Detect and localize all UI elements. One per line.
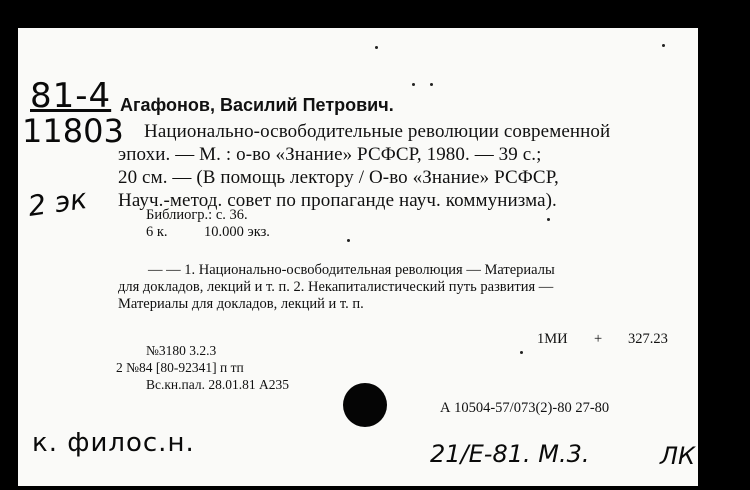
handwritten-call-number-top: 81-4 [30,76,112,116]
book-chamber-line: Вс.кн.пал. 28.01.81 А235 [146,377,289,392]
classification-plus: + [594,331,603,347]
bibliography-note: Библиогр.: с. 36. [146,207,248,223]
author-heading: Агафонов, Василий Петрович. [120,95,394,115]
handwritten-bottom-left: к. филос.н. [32,428,195,458]
title-line-4: Науч.-метод. совет по пропаганде науч. коммунизма). [118,190,557,211]
ink-blot [343,383,387,427]
speck [347,239,350,242]
subject-line-1: — — 1. Национально-освободительная революция — Материалы [148,262,555,278]
subject-line-2: для докладов, лекций и т. п. 2. Некапиталистический путь развития — [118,279,554,295]
handwritten-bottom-middle: 21/Е-81. М.3. [430,440,590,468]
title-line-2: эпохи. — М. : о-во «Знание» РСФСР, 1980. — 39 с.; [118,144,542,165]
speck [430,83,433,86]
speck [662,44,665,47]
title-line-3: 20 см. — (В помощь лектору / О-во «Знание» РСФСР, [118,167,559,188]
title-line-1: Национально-освободительные революции современной [144,121,611,142]
speck [520,351,523,354]
classification-index: 1МИ [537,331,568,347]
udc-index: 327.23 [628,331,668,347]
catalog-code: А 10504-57/073(2)-80 27-80 [440,400,610,416]
handwritten-margin-note: 2 эк [25,182,90,223]
print-run: 10.000 экз. [204,224,270,240]
speck [412,83,415,86]
order-line: 2 №84 [80-92341] п тп [116,360,244,375]
subject-line-3: Материалы для докладов, лекций и т. п. [118,296,364,312]
copies-count: 6 к. [146,224,168,240]
handwritten-call-number-bottom: 11803 [22,112,124,150]
order-number: №3180 3.2.3 [146,343,217,358]
speck [547,218,550,221]
handwritten-bottom-right: ЛК [660,442,696,470]
speck [375,46,378,49]
